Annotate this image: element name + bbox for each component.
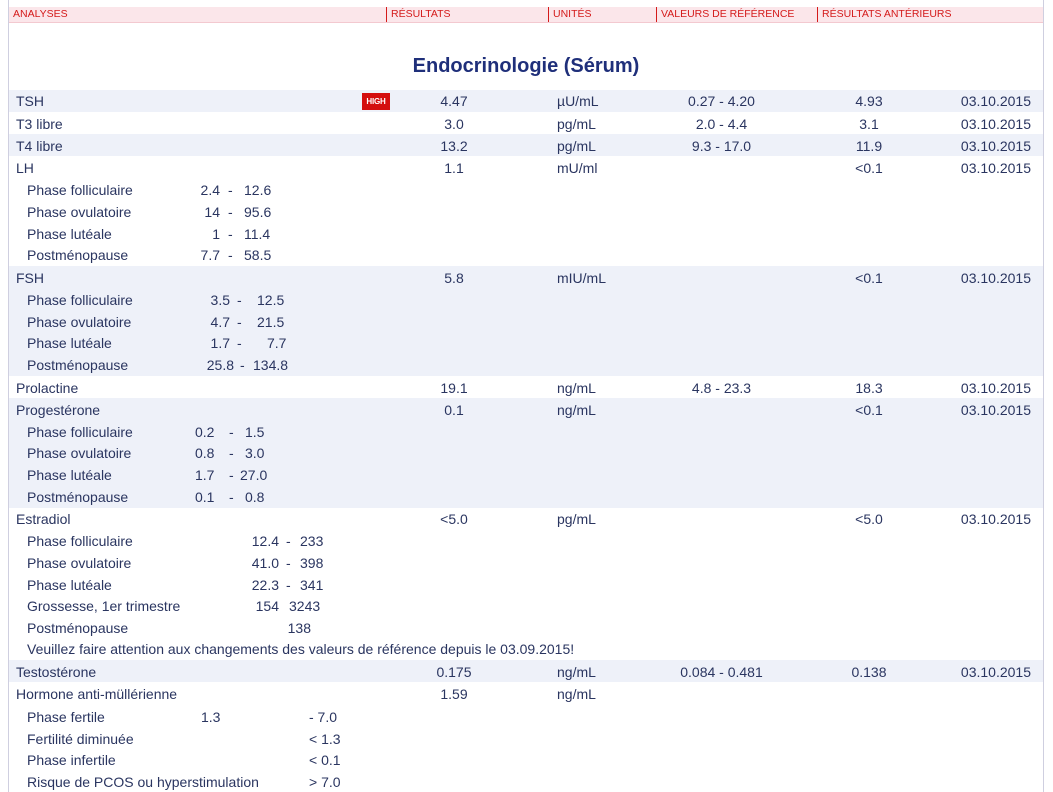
- previous-result: 3.1: [859, 116, 879, 132]
- phase-label: Phase ovulatoire: [27, 204, 132, 220]
- header-analyses: ANALYSES: [13, 8, 68, 20]
- range-dash: -: [286, 555, 291, 571]
- range-low: 0.1: [195, 489, 215, 505]
- result-value: 5.8: [444, 270, 464, 286]
- result-value: 0.1: [444, 402, 464, 418]
- previous-result: <5.0: [855, 511, 883, 527]
- phase-label: Grossesse, 1er trimestre: [27, 598, 181, 614]
- previous-date: 03.10.2015: [960, 160, 1031, 176]
- phase-label: Postménopause: [27, 620, 129, 636]
- range-high: 1.5: [245, 424, 265, 440]
- range-low: 1.7: [195, 467, 215, 483]
- reference-range: 2.0 - 4.4: [695, 116, 748, 132]
- analysis-name: T3 libre: [16, 116, 63, 132]
- phase-label: Phase lutéale: [27, 577, 112, 593]
- phase-label: Risque de PCOS ou hyperstimulation: [27, 774, 259, 790]
- analysis-name: LH: [16, 160, 34, 176]
- analysis-name: T4 libre: [16, 138, 63, 154]
- unit: mIU/mL: [557, 270, 606, 286]
- note-text: Veuillez faire attention aux changements des valeurs de référence depuis le 03.09.2015!: [27, 641, 575, 657]
- range-high: < 0.1: [309, 752, 341, 768]
- range-low: 154: [255, 598, 279, 614]
- header-resultats: RÉSULTATS: [386, 7, 548, 22]
- analysis-name: FSH: [16, 270, 44, 286]
- analysis-name: Testostérone: [16, 664, 97, 680]
- range-low: 3.5: [210, 292, 230, 308]
- range-high: 11.4: [244, 226, 271, 242]
- range-dash: -: [228, 204, 233, 220]
- result-value: 0.175: [436, 664, 472, 680]
- range-high: 134.8: [253, 357, 289, 373]
- result-value: 19.1: [440, 380, 468, 396]
- result-value: 1.1: [444, 160, 464, 176]
- reference-range: 9.3 - 17.0: [691, 138, 752, 154]
- phase-label: Phase ovulatoire: [27, 445, 132, 461]
- unit: pg/mL: [557, 116, 596, 132]
- analysis-name: Estradiol: [16, 511, 71, 527]
- range-low: 2.4: [200, 182, 220, 198]
- previous-result: <0.1: [855, 270, 883, 286]
- range-high: 3.0: [245, 445, 265, 461]
- range-low: 0.8: [195, 445, 215, 461]
- unit: ng/mL: [557, 664, 596, 680]
- range-high: 341: [300, 577, 324, 593]
- range-high: < 1.3: [309, 731, 341, 747]
- range-low: 41.0: [251, 555, 279, 571]
- previous-result: <0.1: [855, 402, 883, 418]
- range-low: 22.3: [251, 577, 279, 593]
- analysis-name: Prolactine: [16, 380, 79, 396]
- section-title: Endocrinologie (Sérum): [412, 55, 640, 77]
- range-high: 21.5: [257, 314, 285, 330]
- analysis-name: Progestérone: [16, 402, 101, 418]
- range-low: 0.2: [195, 424, 215, 440]
- range-high: 12.5: [257, 292, 285, 308]
- result-value: <5.0: [440, 511, 468, 527]
- range-dash: -: [240, 357, 245, 373]
- phase-label: Phase lutéale: [27, 467, 112, 483]
- result-value: 3.0: [444, 116, 464, 132]
- unit: ng/mL: [557, 380, 596, 396]
- range-dash: -: [228, 226, 233, 242]
- range-dash: -: [229, 424, 234, 440]
- range-low: 138: [287, 620, 311, 636]
- range-high: 27.0: [240, 467, 268, 483]
- phase-label: Phase ovulatoire: [27, 555, 132, 571]
- phase-label: Postménopause: [27, 489, 129, 505]
- range-dash: -: [228, 182, 233, 198]
- previous-date: 03.10.2015: [960, 380, 1031, 396]
- unit: mU/ml: [557, 160, 598, 176]
- range-low: 7.7: [200, 247, 220, 263]
- analysis-name: Hormone anti-müllérienne: [16, 686, 178, 702]
- analysis-name: TSH: [16, 93, 44, 109]
- range-dash: -: [229, 489, 234, 505]
- unit: ng/mL: [557, 686, 596, 702]
- range-high: 7.7: [267, 335, 287, 351]
- unit: µU/mL: [557, 93, 599, 109]
- range-high: 95.6: [244, 204, 272, 220]
- header-unites: UNITÉS: [548, 7, 656, 22]
- phase-label: Postménopause: [27, 357, 129, 373]
- previous-date: 03.10.2015: [960, 93, 1031, 109]
- range-low: 12.4: [251, 533, 279, 549]
- previous-date: 03.10.2015: [960, 511, 1031, 527]
- table-header: [9, 7, 1043, 23]
- header-valeurs-reference: VALEURS DE RÉFÉRENCE: [656, 7, 817, 22]
- phase-label: Phase fertile: [27, 709, 105, 725]
- phase-label: Phase folliculaire: [27, 182, 133, 198]
- range-dash: -: [237, 292, 242, 308]
- range-dash: -: [229, 445, 234, 461]
- phase-label: Postménopause: [27, 247, 129, 263]
- unit: pg/mL: [557, 511, 596, 527]
- phase-label: Phase folliculaire: [27, 292, 133, 308]
- range-low: 25.8: [206, 357, 234, 373]
- range-high: 398: [300, 555, 324, 571]
- range-high: 58.5: [244, 247, 272, 263]
- reference-range: 0.27 - 4.20: [688, 93, 755, 109]
- previous-result: 4.93: [855, 93, 883, 109]
- range-low: 1.3: [201, 709, 221, 725]
- range-low: 4.7: [210, 314, 230, 330]
- reference-range: 4.8 - 23.3: [691, 380, 752, 396]
- header-resultats-anterieurs: RÉSULTATS ANTÉRIEURS: [817, 7, 1043, 22]
- result-value: 1.59: [440, 686, 468, 702]
- phase-label: Phase folliculaire: [27, 424, 133, 440]
- previous-result: 0.138: [851, 664, 887, 680]
- unit: ng/mL: [557, 402, 596, 418]
- range-dash: -: [286, 533, 291, 549]
- phase-label: Phase lutéale: [27, 226, 112, 242]
- range-low: 1: [212, 226, 220, 242]
- phase-label: Phase ovulatoire: [27, 314, 132, 330]
- previous-date: 03.10.2015: [960, 116, 1031, 132]
- reference-range: 0.084 - 0.481: [680, 664, 763, 680]
- range-high: 12.6: [244, 182, 272, 198]
- unit: pg/mL: [557, 138, 596, 154]
- range-dash: -: [228, 247, 233, 263]
- range-low: 14: [204, 204, 220, 220]
- result-value: 13.2: [440, 138, 468, 154]
- range-dash: -: [286, 577, 291, 593]
- range-high: 3243: [289, 598, 321, 614]
- previous-date: 03.10.2015: [960, 402, 1031, 418]
- range-low: 1.7: [210, 335, 230, 351]
- range-high: 0.8: [245, 489, 265, 505]
- range-dash: -: [229, 467, 234, 483]
- phase-label: Fertilité diminuée: [27, 731, 134, 747]
- phase-label: Phase lutéale: [27, 335, 112, 351]
- report-page: [8, 0, 1044, 792]
- range-high: 233: [300, 533, 324, 549]
- range-dash: -: [237, 314, 242, 330]
- phase-label: Phase folliculaire: [27, 533, 133, 549]
- previous-result: 18.3: [855, 380, 883, 396]
- high-flag-badge: HIGH: [362, 93, 390, 110]
- previous-result: <0.1: [855, 160, 883, 176]
- previous-date: 03.10.2015: [960, 270, 1031, 286]
- previous-date: 03.10.2015: [960, 138, 1031, 154]
- previous-date: 03.10.2015: [960, 664, 1031, 680]
- result-value: 4.47: [440, 93, 468, 109]
- range-dash: -: [237, 335, 242, 351]
- previous-result: 11.9: [855, 138, 883, 154]
- range-high: - 7.0: [309, 709, 338, 725]
- range-high: > 7.0: [309, 774, 341, 790]
- phase-label: Phase infertile: [27, 752, 116, 768]
